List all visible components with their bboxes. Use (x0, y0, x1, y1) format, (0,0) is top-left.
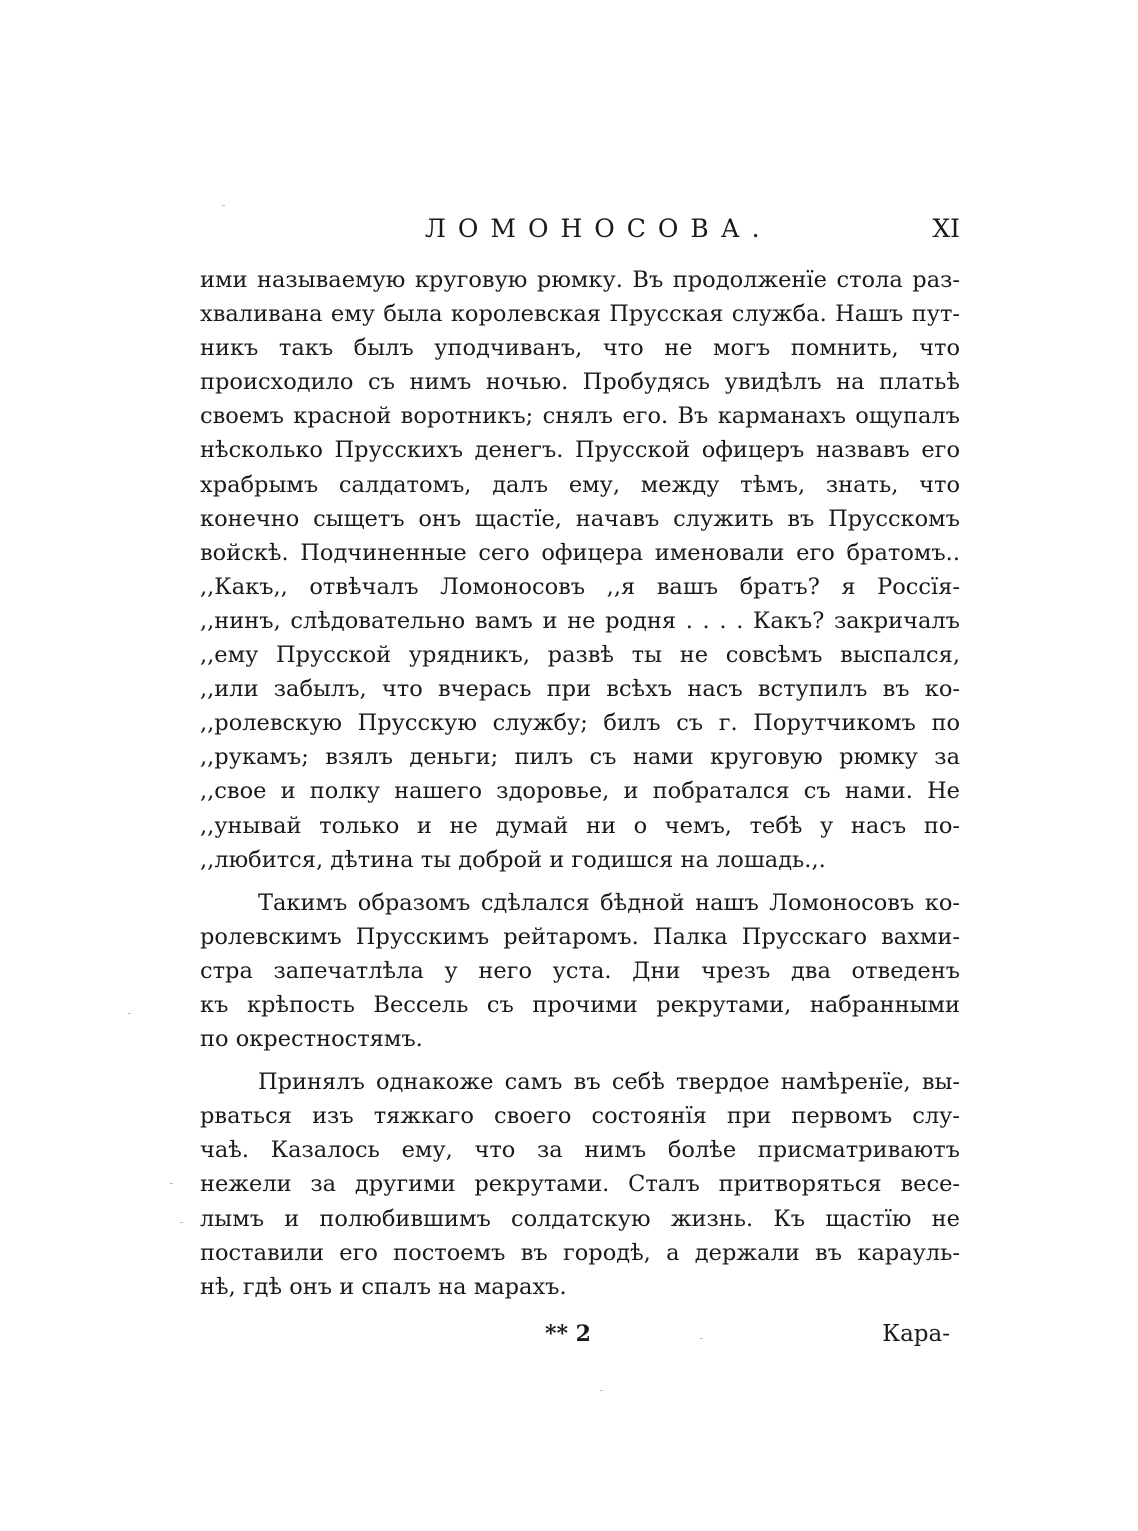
paragraph-spacer (200, 877, 960, 886)
text-line: лымъ и полюбившимъ солдатскую жизнь. Къ щастїю не (200, 1205, 960, 1232)
running-title: ЛОМОНОСОВА. (425, 214, 772, 243)
paragraph-spacer (200, 1056, 960, 1065)
text-line: рваться изъ тяжкаго своего состоянїя при первомъ слу- (200, 1103, 960, 1130)
paper-speck (222, 205, 225, 206)
text-line: нежели за другими рекрутами. Сталъ притворяться весе- (200, 1171, 960, 1198)
text-line: происходило съ нимъ ночью. Пробудясь увидѣлъ на платьѣ (200, 369, 960, 396)
text-line: своемъ красной воротникъ; снялъ его. Въ карманахъ ощупалъ (200, 403, 960, 430)
text-line: хваливана ему была королевская Прусская служба. Нашъ пут- (200, 301, 960, 328)
text-line: ,,ему Прусской урядникъ, развѣ ты не совсѣмъ выспался, (200, 642, 960, 669)
text-line: къ крѣпость Вессель съ прочими рекрутами, набранными (200, 991, 960, 1018)
paper-speck (700, 1338, 703, 1339)
paper-speck (180, 1222, 183, 1223)
page-number: XI (932, 214, 960, 243)
text-line: ,,свое и полку нашего здоровье, и побратался съ нами. Не (200, 778, 960, 805)
text-line: ,,любится, дѣтина ты доброй и годишся на лошадь.,. (200, 846, 826, 873)
text-line: Принялъ однакоже самъ въ себѣ твердое намѣренїе, вы- (258, 1069, 960, 1096)
paper-speck (600, 1390, 603, 1391)
body-text (200, 263, 960, 1304)
text-line: войскѣ. Подчиненные сего офицера именовали его братомъ.. (200, 539, 960, 566)
text-line: ,,ролевскую Прусскую службу; билъ съ г. Порутчикомъ по (200, 710, 960, 737)
text-line: ,,нинъ, слѣдовательно вамъ и не родня . . . . Какъ? закричалъ (200, 607, 960, 634)
text-line: конечно сыщетъ онъ щастїе, начавъ служить въ Прусскомъ (200, 505, 960, 532)
text-line: Такимъ образомъ сдѣлался бѣдной нашъ Ломоносовъ ко- (258, 889, 960, 916)
text-line: ,,Какъ,, отвѣчалъ Ломоносовъ ,,я вашъ братъ? я Россїя- (200, 573, 960, 600)
text-line: ,,рукамъ; взялъ деньги; пилъ съ нами круговую рюмку за (200, 744, 960, 771)
signature-mark: ** 2 (545, 1321, 591, 1347)
text-line: ими называемую круговую рюмку. Въ продолженїе стола раз- (200, 267, 960, 293)
paragraph-2 (200, 886, 960, 1056)
catchword: Кара- (882, 1321, 950, 1347)
paper-speck (170, 1183, 173, 1184)
paragraph-1 (200, 263, 960, 877)
text-line: ,,унывай только и не думай ни о чемъ, тебѣ у насъ по- (200, 812, 960, 839)
text-line: поставили его постоемъ въ городѣ, а держали въ карауль- (200, 1239, 960, 1266)
text-line: стра запечатлѣла у него уста. Дни чрезъ два отведенъ (200, 957, 960, 984)
text-line: ролевскимъ Прусскимъ рейтаромъ. Палка Прусскаго вахми- (200, 923, 960, 950)
paper-speck (128, 1013, 131, 1014)
page-footer (200, 1321, 960, 1357)
text-line: чаѣ. Казалось ему, что за нимъ болѣе присматриваютъ (200, 1137, 960, 1164)
running-head (205, 214, 960, 250)
text-line: нѣсколько Прусскихъ денегъ. Прусской офицеръ назвавъ его (200, 437, 960, 464)
paragraph-3 (200, 1065, 960, 1304)
text-line: по окрестностямъ. (200, 1026, 423, 1053)
text-line: никъ такъ былъ уподчиванъ, что не могъ помнить, что (200, 335, 960, 362)
text-line: нѣ, гдѣ онъ и спалъ на марахъ. (200, 1273, 567, 1300)
text-line: ,,или забылъ, что вчерась при всѣхъ насъ вступилъ въ ко- (200, 676, 960, 703)
text-line: храбрымъ салдатомъ, далъ ему, между тѣмъ, знать, что (200, 471, 960, 498)
